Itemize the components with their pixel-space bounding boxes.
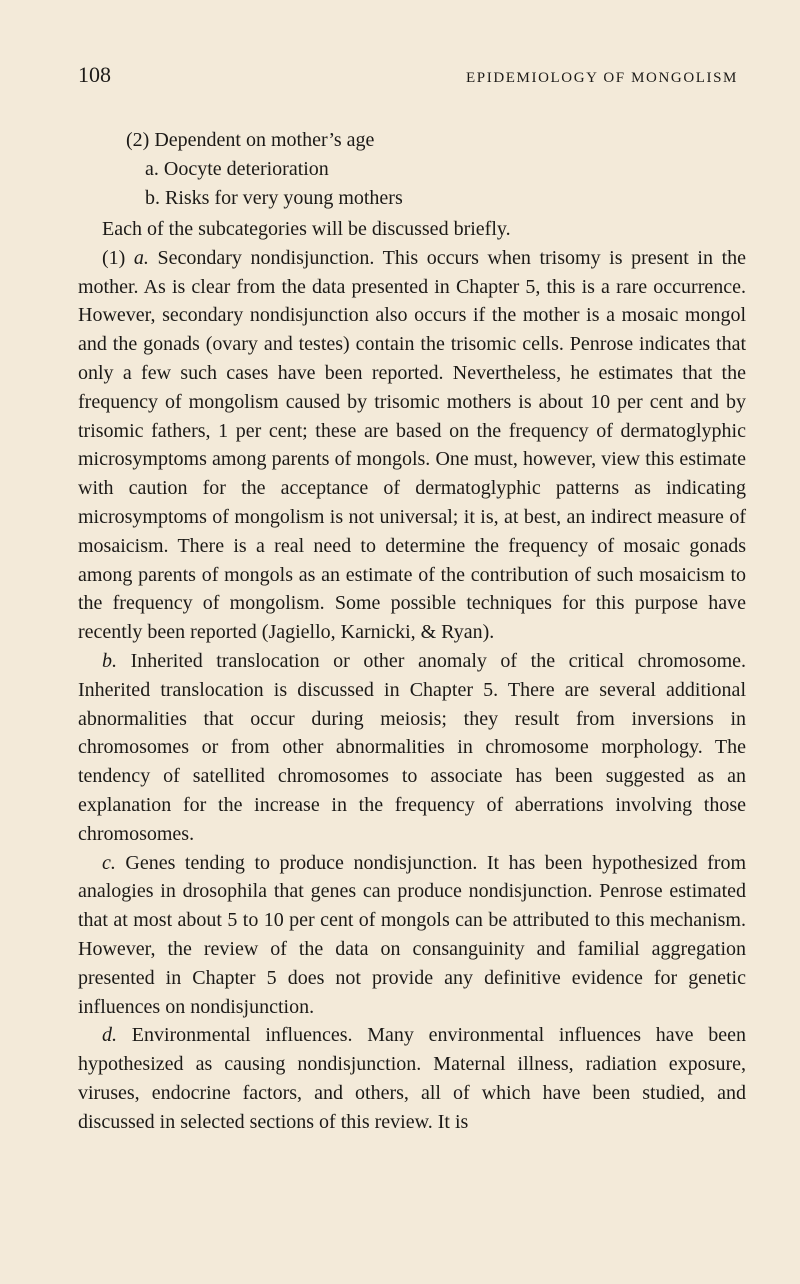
paragraph-label: c. <box>102 851 116 874</box>
paragraph-label: b. <box>102 649 117 672</box>
paragraph-label: d. <box>102 1024 117 1047</box>
outline-item-2a: a. Oocyte deterioration <box>145 158 329 180</box>
intro-paragraph: Each of the subcategories will be discussed briefly. <box>102 218 511 240</box>
paragraph-secondary-nondisjunction <box>78 244 746 647</box>
paragraph-text: Genes tending to produce nondisjunction. It has been hypothesized from analogies in drosophila that genes can produce nondisjunction. Penrose estimated that at most about 5 to 10 per cent of mongols can be attributed to this mechanism. However, the review of the data on consanguinity and familial aggregation presented in Chapter 5 does not provide any definitive evidence for genetic influences on nondisjunction. <box>78 851 746 1018</box>
paragraph-text: Secondary nondisjunction. This occurs when trisomy is present in the mother. As is clear from the data presented in Chapter 5, this is a rare occurrence. However, secondary nondisjunction also occurs if the mother is a mosaic mongol and the gonads (ovary and testes) contain the trisomic cells. Penrose indicates that only a few such cases have been reported. Nevertheless, he estimates that the frequency of mongolism caused by trisomic mothers is about 10 per cent and by trisomic fathers, 1 per cent; these are based on the frequency of dermatoglyphic microsymptoms among parents of mongols. One must, however, view this estimate with caution for the acceptance of dermatoglyphic patterns as indicating microsymptoms of mongolism is not universal; it is, at best, an indirect measure of mosaicism. There is a real need to determine the frequency of mosaic gonads among parents of mongols as an estimate of the contribution of such mosaicism to the frequency of mongolism. Some possible techniques for this purpose have recently been reported (Jagiello, Karnicki, & Ryan). <box>78 246 747 644</box>
outline-list <box>78 126 746 213</box>
book-page <box>78 62 746 1137</box>
body-text <box>78 215 746 1137</box>
paragraph-text: Inherited translocation or other anomaly of the critical chromosome. Inherited translocation is discussed in Chapter 5. There are several additional abnormalities that occur during meiosis; they result from inversions in chromosomes or from other abnormalities in chromosome morphology. The tendency of satellited chromosomes to associate has been suggested as an explanation for the increase in the frequency of aberrations involving those chromosomes. <box>78 649 747 845</box>
paragraph-genes-nondisjunction <box>78 849 746 1022</box>
outline-item-2b: b. Risks for very young mothers <box>145 187 403 209</box>
page-header <box>78 62 746 118</box>
paragraph-number: (1) <box>102 246 126 269</box>
running-head: EPIDEMIOLOGY OF MONGOLISM <box>466 70 738 86</box>
paragraph-inherited-translocation <box>78 647 746 849</box>
paragraph-environmental-influences <box>78 1021 746 1136</box>
paragraph-text: Environmental influences. Many environmental influences have been hypothesized as causing nondisjunction. Maternal illness, radiation exposure, viruses, endocrine factors, and others, all of which have been studied, and discussed in selected sections of this review. It is <box>78 1024 747 1133</box>
page-number: 108 <box>78 62 111 87</box>
outline-item-2: (2) Dependent on mother’s age <box>126 129 375 151</box>
paragraph-label: a. <box>133 246 149 269</box>
